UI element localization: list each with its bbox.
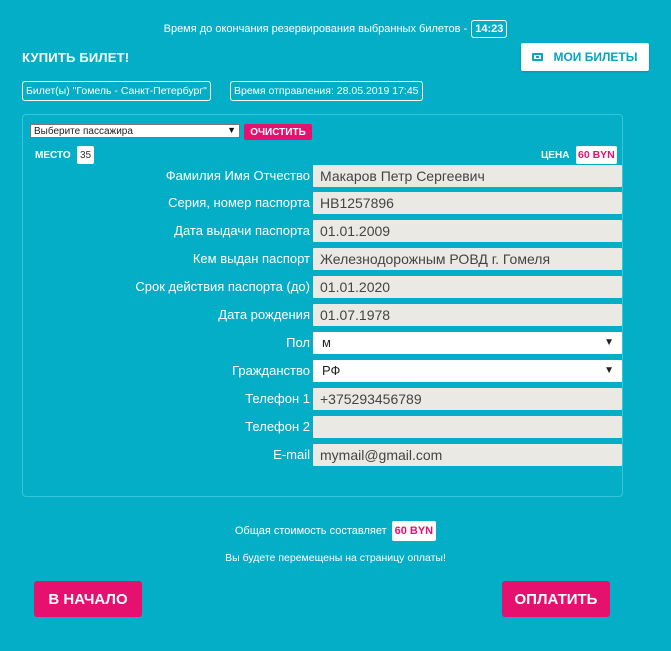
- redirect-note: Вы будете перемещены на страницу оплаты!: [225, 552, 446, 564]
- full-name-label: Фамилия Имя Отчество: [165, 168, 310, 183]
- seat-value: 35: [77, 146, 94, 164]
- gender-select[interactable]: [313, 332, 622, 354]
- my-tickets-button[interactable]: [521, 43, 649, 71]
- phone1-label: Телефон 1: [245, 391, 310, 406]
- passenger-select-value: Выберите пассажира: [34, 125, 133, 137]
- birth-date-input[interactable]: 01.07.1978: [313, 304, 622, 326]
- citizenship-select-value: РФ: [322, 363, 341, 378]
- gender-label: Пол: [286, 335, 310, 350]
- phone2-label: Телефон 2: [245, 419, 310, 434]
- reservation-timer: [0, 18, 671, 40]
- email-input[interactable]: mymail@gmail.com: [313, 444, 622, 466]
- email-label: E-mail: [273, 447, 310, 462]
- citizenship-select[interactable]: [313, 360, 622, 382]
- reservation-label: Время до окончания резервирования выбранных билетов -: [163, 23, 468, 35]
- dropdown-arrow-icon: ▼: [227, 125, 236, 135]
- passport-issuer-label: Кем выдан паспорт: [192, 251, 310, 266]
- passport-issue-date-input[interactable]: 01.01.2009: [313, 220, 622, 242]
- passport-number-input[interactable]: HB1257896: [313, 192, 622, 214]
- passport-number-label: Серия, номер паспорта: [168, 195, 310, 210]
- price-label: ЦЕНА: [541, 150, 570, 161]
- total-cost-value: 60 BYN: [392, 521, 437, 541]
- seat-label: МЕСТО: [35, 150, 71, 161]
- clear-button[interactable]: ОЧИСТИТЬ: [244, 124, 312, 140]
- birth-date-label: Дата рождения: [218, 307, 310, 322]
- total-cost: [0, 518, 671, 544]
- dropdown-arrow-icon: ▼: [604, 337, 614, 348]
- ticket-icon: [532, 53, 543, 61]
- pay-button[interactable]: ОПЛАТИТЬ: [502, 581, 610, 617]
- passport-issue-date-label: Дата выдачи паспорта: [174, 223, 310, 238]
- full-name-input[interactable]: Макаров Петр Сергеевич: [313, 165, 622, 187]
- page-title: КУПИТЬ БИЛЕТ!: [22, 50, 130, 65]
- my-tickets-label: МОИ БИЛЕТЫ: [553, 50, 638, 64]
- passport-expiry-input[interactable]: 01.01.2020: [313, 276, 622, 298]
- departure-chip: Время отправления: 28.05.2019 17:45: [230, 81, 423, 101]
- dropdown-arrow-icon: ▼: [604, 365, 614, 376]
- phone1-input[interactable]: +375293456789: [313, 388, 622, 410]
- total-cost-label: Общая стоимость составляет: [234, 525, 387, 537]
- price-value: 60 BYN: [576, 146, 617, 164]
- passport-expiry-label: Срок действия паспорта (до): [135, 279, 310, 294]
- back-to-start-button[interactable]: В НАЧАЛО: [34, 581, 142, 617]
- reservation-time: 14:23: [471, 20, 507, 38]
- passport-issuer-input[interactable]: Железнодорожным РОВД г. Гомеля: [313, 248, 622, 270]
- route-chip: Билет(ы) "Гомель - Санкт-Петербург": [22, 81, 211, 101]
- passenger-select[interactable]: [30, 124, 240, 138]
- gender-select-value: м: [322, 335, 331, 350]
- citizenship-label: Гражданство: [232, 363, 310, 378]
- phone2-input[interactable]: [313, 416, 622, 438]
